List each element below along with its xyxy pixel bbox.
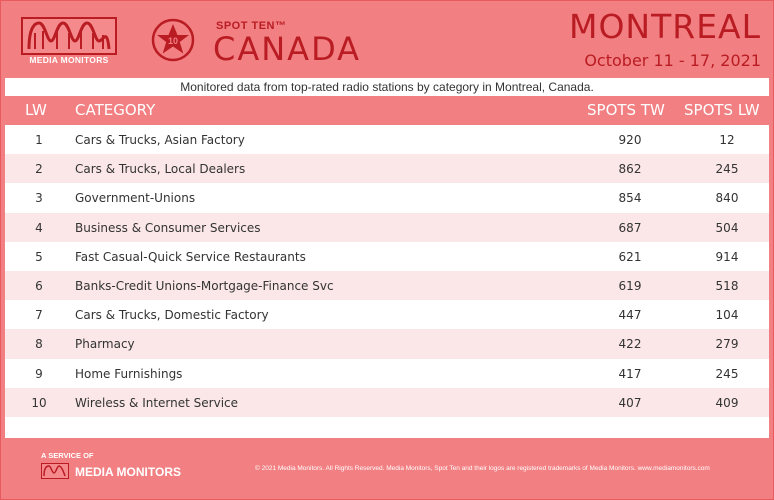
spots-lw-cell: 279 (715, 337, 739, 352)
badge-number: 10 (167, 36, 179, 46)
spots-tw-cell: 862 (618, 162, 642, 177)
table-row (5, 359, 769, 388)
spots-tw-cell: 687 (618, 220, 642, 235)
rank-cell: 6 (35, 278, 43, 293)
category-cell: Fast Casual-Quick Service Restaurants (75, 249, 306, 264)
table-header (5, 96, 769, 125)
report-header (1, 1, 773, 77)
category-cell: Home Furnishings (75, 366, 183, 381)
spots-lw-cell: 245 (715, 162, 739, 177)
table-row (5, 388, 769, 417)
table-row (5, 300, 769, 329)
spots-tw-cell: 854 (618, 191, 642, 206)
waveform-icon (21, 17, 117, 55)
spots-tw-cell: 417 (618, 366, 642, 381)
category-cell: Cars & Trucks, Domestic Factory (75, 308, 269, 323)
city-title: MONTREAL (568, 7, 761, 46)
table-body (5, 125, 769, 417)
table-row (5, 154, 769, 183)
category-cell: Government-Unions (75, 191, 196, 206)
category-table (5, 96, 769, 438)
category-cell: Pharmacy (75, 337, 135, 352)
column-header-spots-tw: SPOTS TW (587, 101, 665, 119)
spots-lw-cell: 518 (715, 278, 739, 293)
column-header-lw: LW (25, 101, 47, 119)
rank-cell: 1 (35, 133, 43, 147)
rank-cell: 4 (35, 220, 43, 235)
spots-lw-cell: 409 (715, 395, 739, 410)
rank-cell: 10 (31, 395, 47, 410)
copyright-notice: © 2021 Media Monitors. All Rights Reserved. Media Monitors, Spot Ten and their logos are registered trademarks of Media Monitors. www.mediamonitors.com (255, 465, 710, 472)
spot-ten-star-badge-icon (151, 18, 195, 62)
spots-tw-cell: 621 (618, 249, 642, 264)
spots-tw-cell: 619 (618, 278, 642, 293)
table-row (5, 271, 769, 300)
table-row (5, 183, 769, 212)
table-row (5, 213, 769, 242)
footer-brand: MEDIA MONITORS (75, 465, 182, 479)
column-header-spots-lw: SPOTS LW (684, 101, 760, 119)
column-header-category: CATEGORY (75, 101, 156, 119)
table-row (5, 242, 769, 271)
spots-lw-cell: 504 (715, 220, 739, 235)
report-footer (1, 441, 773, 499)
spots-tw-cell: 920 (618, 133, 642, 147)
spots-lw-cell: 840 (715, 191, 739, 206)
rank-cell: 8 (35, 337, 43, 352)
media-monitors-logo (21, 17, 117, 67)
category-cell: Business & Consumer Services (75, 220, 261, 235)
spots-lw-cell: 104 (715, 308, 739, 323)
spots-tw-cell: 407 (618, 395, 642, 410)
spots-tw-cell: 447 (618, 308, 642, 323)
category-cell: Banks-Credit Unions-Mortgage-Finance Svc (75, 278, 334, 293)
spot-ten-label: SPOT TEN™ (216, 20, 287, 32)
spots-lw-cell: 245 (715, 366, 739, 381)
service-of-label: A SERVICE OF (41, 451, 94, 460)
table-row (5, 329, 769, 358)
rank-cell: 2 (35, 162, 43, 177)
date-range: October 11 - 17, 2021 (584, 51, 761, 70)
footer-waveform-icon (41, 463, 69, 479)
rank-cell: 9 (35, 366, 43, 381)
rank-cell: 3 (35, 191, 43, 206)
spots-lw-cell: 12 (719, 133, 735, 147)
rank-cell: 7 (35, 308, 43, 323)
spots-lw-cell: 914 (715, 249, 739, 264)
country-title: CANADA (213, 30, 362, 68)
category-cell: Cars & Trucks, Local Dealers (75, 162, 246, 177)
category-cell: Cars & Trucks, Asian Factory (75, 133, 245, 147)
report-subtitle: Monitored data from top-rated radio stations by category in Montreal, Canada. (5, 78, 769, 96)
rank-cell: 5 (35, 249, 43, 264)
spots-tw-cell: 422 (618, 337, 642, 352)
table-row (5, 125, 769, 154)
category-cell: Wireless & Internet Service (75, 395, 239, 410)
logo-text: MEDIA MONITORS (29, 55, 109, 65)
